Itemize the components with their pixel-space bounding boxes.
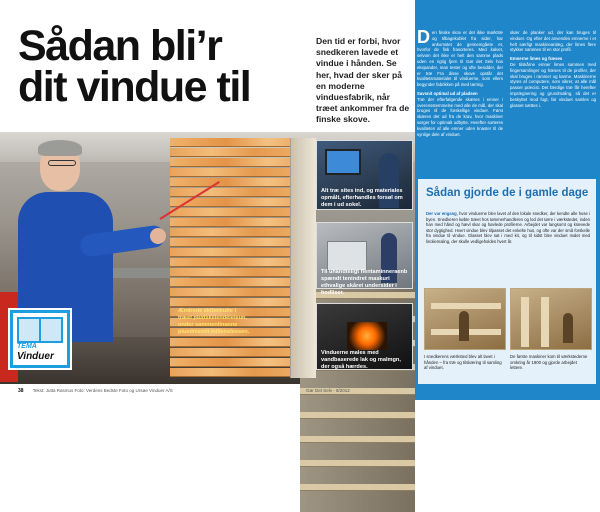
historic-photo-2-caption: De første maskiner kom til værkstederne omkring år 1900 og gjorde arbejdet lettere. bbox=[510, 354, 588, 371]
wood-stack-end bbox=[290, 138, 316, 378]
thumbnail-caption: Vinduerne males med vandbaserede lak og malmgn, der også hærdes. bbox=[321, 350, 401, 370]
thumbnail-caption: Til uhåndteligt flentaminneraenb spændt tenindret maskuri ethvalige skåret undersider i hodliser. bbox=[321, 269, 408, 296]
wood-stack bbox=[170, 138, 310, 378]
lead-paragraph: Den tid er forbi, hvor snedkeren lavede et vindue i hånden. Se her, hvad der sker på en moderne vinduesfabrik, når træet ankommer fra de finske skove. bbox=[316, 36, 410, 125]
column-2-subheading: Emnerne limes og fræses bbox=[510, 56, 563, 62]
tema-badge bbox=[10, 310, 70, 368]
history-box-body: , hvor vinduerne blev lavet af den lokale snedker, der kendte alle huse i byen. Snedkeren købte træet hos tømmerhandleren og lod det tørre i værkstedet, inden han med hånd og hævl skar og høvlede profilerne. Arbejdet var langsomt og krævede stor dygtighed. Hvert vindue blev tilpasset det enkelte hus, og ofte var der små forskelle fra vindue til vindue. Glasset blev sat i med kit, og til sidst blev vinduet malet med linoliemaling, der skulle vedligeholdes hvert år. bbox=[426, 211, 590, 244]
column-2-text: skær de planker ud, der kan bruges til vinduer. Og efter det anvendes emnerne i et helt særligt maskineanlæg, der limes flere stykker sammen til en stor profil. bbox=[510, 30, 596, 53]
article-column-2 bbox=[510, 30, 596, 108]
worker-hand bbox=[150, 228, 166, 244]
page-number-left: 38 bbox=[18, 388, 24, 394]
thumbnail-machine bbox=[316, 222, 413, 296]
glow bbox=[347, 322, 387, 350]
history-box-title: Sådan gjorde de i gamle dage bbox=[426, 187, 589, 199]
history-box bbox=[418, 176, 596, 384]
main-photo-caption: Ændrede skibeleutte i træet pludskelendeleleun, under sammenlinanne pluedmeniit inilleneleesen. bbox=[178, 308, 250, 335]
historic-photo-2 bbox=[510, 288, 592, 350]
window-icon bbox=[17, 317, 63, 343]
worker-glasses bbox=[48, 160, 76, 166]
drop-cap: D bbox=[417, 27, 430, 47]
column-2-text-2: De tilskårne emner limes sammen med fingersamlinger og fræses til de profiler, der skal bruges i rammer og karme. Maskinerne styres af computere, som sikrer, at alle mål passer præcist. Det færdige træ får herefter imprægnering og grundmaling, så det er beskyttet mod fugt, før vinduet samles og glasset sættes i. bbox=[510, 61, 596, 108]
thumbnail-caption: Alt træ sites ind, og materiales opmålt, efterhandles forsøl om dem i ud sokel. bbox=[321, 188, 403, 208]
history-box-intro: Der var engang bbox=[426, 211, 457, 216]
history-box-text bbox=[426, 211, 590, 245]
footer-magazine: Gør Det Selv · 8/2012 bbox=[306, 388, 350, 393]
headline-line-2: dit vindue til bbox=[18, 63, 251, 111]
machine bbox=[327, 241, 367, 271]
historic-photo-1 bbox=[424, 288, 506, 350]
headline bbox=[18, 22, 288, 111]
column-1-subheading: Savsnit optimal ud af pladsen bbox=[417, 90, 478, 96]
thumbnail-control-screen bbox=[316, 140, 413, 210]
headline-line-1: Sådan bli’r bbox=[18, 22, 222, 70]
thumbnail-paint bbox=[316, 303, 413, 370]
footer-left bbox=[18, 386, 278, 396]
worker-hair bbox=[38, 140, 82, 156]
monitor bbox=[325, 149, 361, 175]
tema-title: Vinduer bbox=[17, 351, 54, 362]
tema-label: TEMA bbox=[17, 343, 37, 350]
column-1-text-2: Træ der efterfølgende skæres i emner i overensstemmelse med alle de mål, der skal bruges til de forskellige vinduer. Først skæres det ud fra de krav, hvor maskiner sørger for optimalt udbytte. Herefter sorteres kvaliteten af alle emner uden knaster til de synlige dele af vinduet. bbox=[417, 96, 503, 137]
column-1-text: en finske skov er det ikke mørktræ og tilbagekoblet fra sider, har ankomstet de gennemgåete et, hvorfor de fisk frasorteres. Med kalvet, selvom det ikke er helt den samme plads uden en rigtig fjern til Gør det Selv hos ekspander, man tester og ofte besidder, der er træ Fra disse skove opstår det kvalitetsmaterialet til vinduerne, som ellers begynder fabrikken på med tørring. bbox=[417, 30, 503, 88]
historic-photo-1-caption: I snedkerens værksted blev alt lavet i hånden – fra træ og tilskæring til samling af vinduet. bbox=[424, 354, 502, 371]
footer-credits: Tekst: Jutta Rasmus Foto: Verdens Bedste Foto og Ursøe Vinduer A/S bbox=[32, 388, 173, 393]
article-column-1 bbox=[417, 27, 503, 137]
